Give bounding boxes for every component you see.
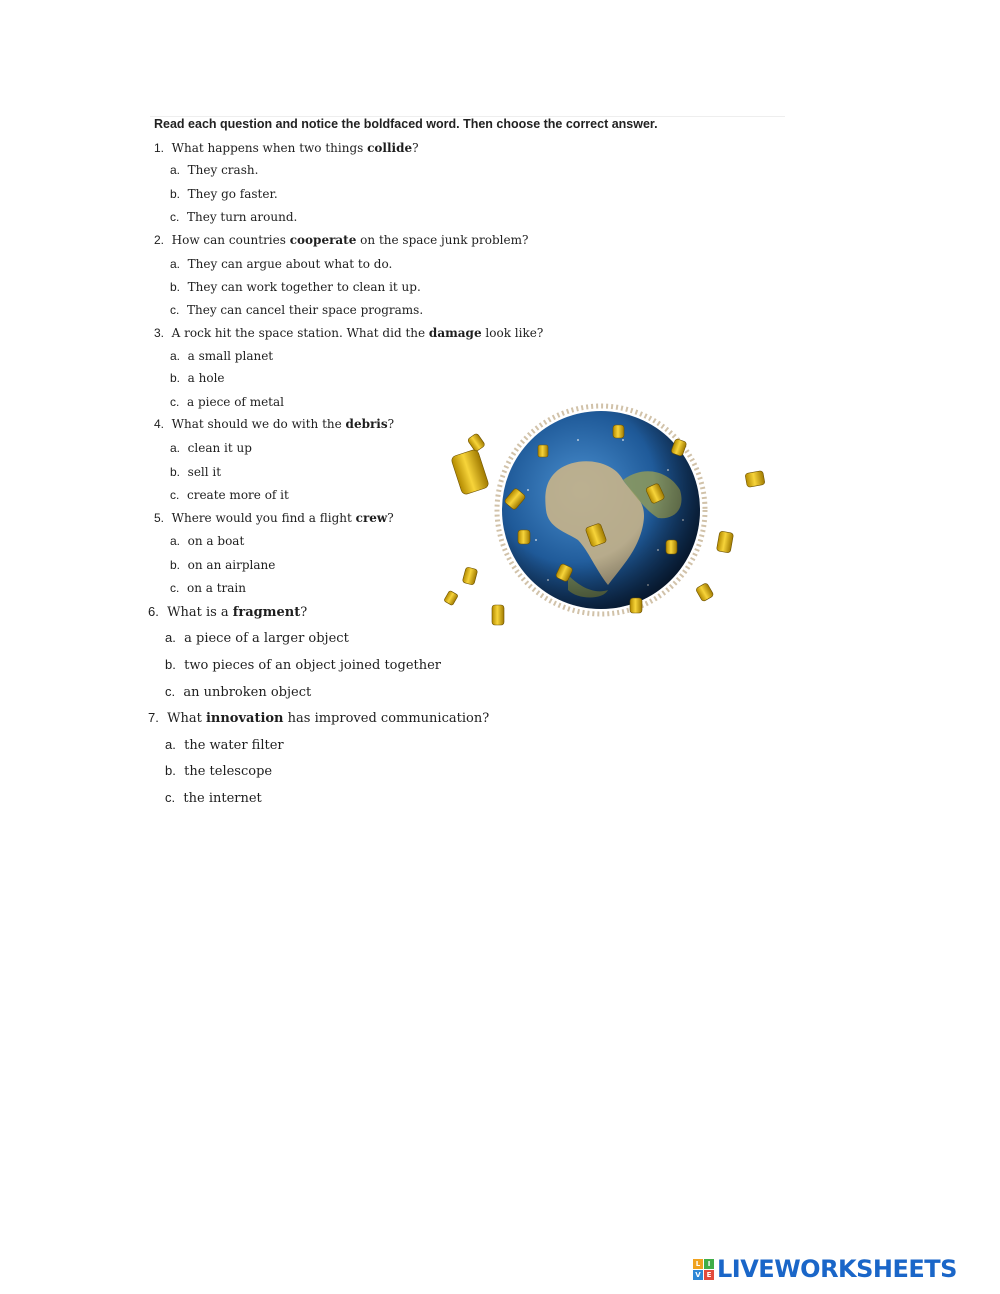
question-number: 7. [148,710,159,725]
option-text: on a train [186,581,246,595]
vocabulary-word: innovation [205,711,284,726]
question-number: 6. [148,604,159,619]
question-text: What [167,711,206,726]
answer-option-6a[interactable] [165,630,349,646]
question-6 [148,604,307,620]
question-3 [154,326,543,340]
option-letter: b. [170,465,181,479]
option-letter: c. [170,581,180,595]
option-text: the telescope [184,764,273,779]
option-letter: c. [165,684,176,699]
question-number: 3. [154,326,165,340]
earth-space-junk-illustration [418,400,774,640]
option-letter: a. [165,737,176,752]
option-text: They can argue about what to do. [187,257,393,271]
question-text: Where would you find a flight [171,511,356,525]
option-letter: b. [165,763,176,778]
answer-option-6c[interactable] [165,684,311,700]
option-text: an unbroken object [183,685,312,700]
logo-square: V [693,1270,703,1280]
option-text: the internet [183,791,262,806]
option-letter: a. [165,630,176,645]
option-letter: a. [170,534,181,548]
answer-option-3b[interactable] [170,371,225,385]
question-4 [154,417,394,431]
question-5 [154,511,394,525]
liveworksheets-logo [693,1256,957,1282]
option-letter: b. [170,371,181,385]
question-text-end: ? [387,417,395,431]
question-1 [154,141,419,155]
answer-option-4c[interactable] [170,488,289,502]
question-text-end: look like? [481,326,544,340]
question-text-end: has improved communication? [283,711,490,726]
answer-option-1a[interactable] [170,163,258,177]
answer-option-7c[interactable] [165,790,262,806]
option-letter: a. [170,441,181,455]
question-number: 4. [154,417,165,431]
answer-option-2b[interactable] [170,280,421,294]
question-text-end: ? [300,605,308,620]
question-text-end: ? [412,141,419,155]
vocabulary-word: fragment [232,605,301,620]
question-number: 2. [154,233,165,247]
option-text: sell it [187,465,222,479]
option-text: a small planet [187,349,274,363]
vocabulary-word: collide [367,141,413,155]
option-text: They go faster. [187,187,278,201]
answer-option-6b[interactable] [165,657,441,673]
answer-option-5a[interactable] [170,534,244,548]
question-text: What is a [167,605,233,620]
vocabulary-word: damage [428,326,482,340]
question-text-end: on the space junk problem? [356,233,529,247]
option-text: a piece of a larger object [184,631,349,646]
vocabulary-word: crew [355,511,388,525]
option-letter: c. [170,303,180,317]
logo-text: LIVEWORKSHEETS [717,1255,957,1283]
question-text-end: ? [387,511,394,525]
question-text: How can countries [171,233,290,247]
answer-option-1b[interactable] [170,187,278,201]
instructions: Read each question and notice the boldfaced word. Then choose the correct answer. [154,117,658,131]
option-letter: c. [170,210,180,224]
option-text: They crash. [187,163,259,177]
option-letter: b. [165,657,176,672]
answer-option-1c[interactable] [170,210,297,224]
question-7 [148,710,489,726]
logo-squares [693,1259,714,1280]
answer-option-5c[interactable] [170,581,246,595]
answer-option-3a[interactable] [170,349,273,363]
logo-square: L [693,1259,703,1269]
option-text: They turn around. [186,210,298,224]
option-letter: b. [170,558,181,572]
option-letter: a. [170,257,181,271]
option-text: the water filter [184,738,284,753]
option-text: They can cancel their space programs. [186,303,424,317]
question-number: 1. [154,141,165,155]
option-letter: b. [170,187,181,201]
question-text: A rock hit the space station. What did the [171,326,429,340]
option-text: create more of it [186,488,289,502]
option-text: They can work together to clean it up. [187,280,421,294]
answer-option-2c[interactable] [170,303,423,317]
option-text: a hole [187,371,225,385]
option-text: two pieces of an object joined together [184,658,442,673]
logo-square: E [704,1270,714,1280]
question-text: What should we do with the [171,417,346,431]
vocabulary-word: debris [345,417,388,431]
option-letter: c. [165,790,176,805]
answer-option-2a[interactable] [170,257,392,271]
option-letter: a. [170,163,181,177]
answer-option-4a[interactable] [170,441,252,455]
answer-option-5b[interactable] [170,558,275,572]
question-text: What happens when two things [171,141,368,155]
option-letter: c. [170,488,180,502]
vocabulary-word: cooperate [289,233,357,247]
answer-option-7a[interactable] [165,737,284,753]
question-number: 5. [154,511,165,525]
answer-option-4b[interactable] [170,465,221,479]
option-text: a piece of metal [186,395,284,409]
logo-square: I [704,1259,714,1269]
option-text: clean it up [187,441,252,455]
answer-option-3c[interactable] [170,395,284,409]
option-letter: b. [170,280,181,294]
option-text: on a boat [187,534,245,548]
option-letter: c. [170,395,180,409]
option-letter: a. [170,349,181,363]
answer-option-7b[interactable] [165,763,272,779]
option-text: on an airplane [187,558,276,572]
question-2 [154,233,528,247]
